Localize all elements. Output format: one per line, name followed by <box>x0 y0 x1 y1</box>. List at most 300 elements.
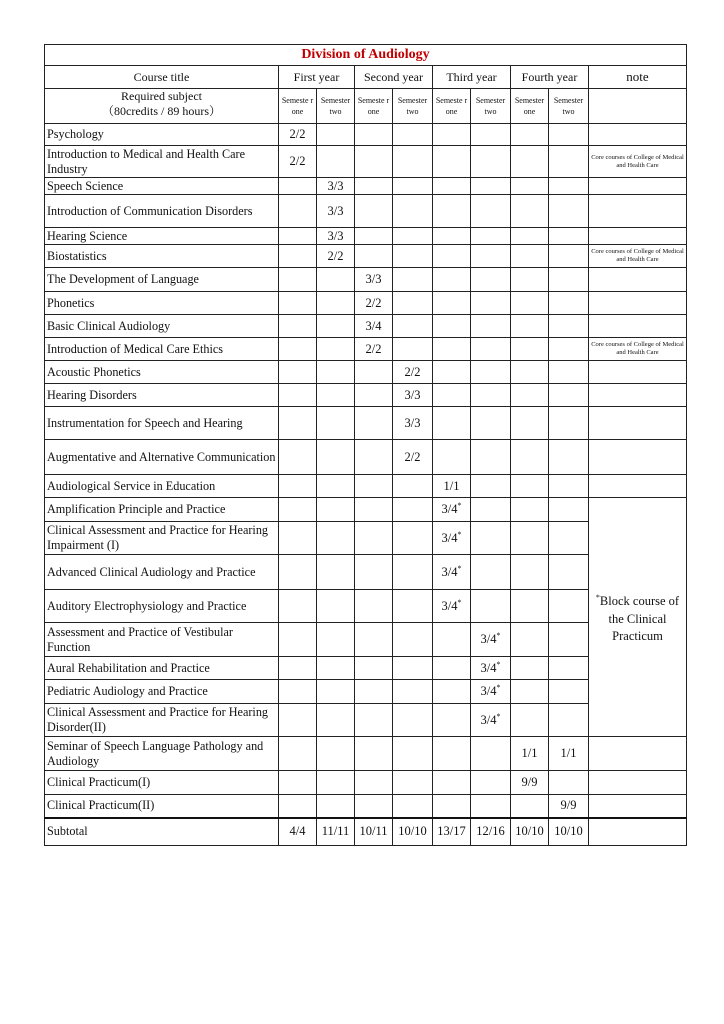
credit-hours-cell: 2/2 <box>393 440 433 475</box>
credit-hours-cell <box>355 178 393 195</box>
credit-hours-cell <box>393 124 433 146</box>
course-name: Introduction of Medical Care Ethics <box>45 338 279 361</box>
course-row <box>45 245 687 268</box>
block-course-mark: * <box>496 711 501 721</box>
required-subject-label: Required subject <box>121 89 202 103</box>
credit-hours-cell <box>279 440 317 475</box>
credit-hours-cell <box>355 657 393 680</box>
block-course-mark: * <box>457 563 462 573</box>
course-row <box>45 146 687 178</box>
credit-hours-cell <box>511 440 549 475</box>
block-course-mark: * <box>496 631 501 641</box>
subtotal-row <box>45 818 687 846</box>
credit-hours-cell: 2/2 <box>317 245 355 268</box>
course-name: Acoustic Phonetics <box>45 361 279 384</box>
course-row <box>45 407 687 440</box>
note-cell <box>589 228 687 245</box>
credit-hours-cell <box>317 623 355 657</box>
credit-hours-cell <box>279 268 317 292</box>
credit-hours-cell <box>393 657 433 680</box>
credit-hours-cell: 3/4* <box>471 680 511 704</box>
credit-hours-cell <box>393 268 433 292</box>
credit-hours-cell <box>279 704 317 737</box>
semester-header: Semester one <box>511 89 549 124</box>
credit-hours-cell <box>393 195 433 228</box>
credit-hours-cell <box>433 704 471 737</box>
credit-hours-cell <box>549 146 589 178</box>
credit-hours-cell <box>317 124 355 146</box>
credit-hours-cell <box>511 522 549 555</box>
credit-hours-cell <box>317 555 355 590</box>
credit-hours-cell <box>355 623 393 657</box>
credit-hours-cell <box>393 795 433 818</box>
title-row <box>45 45 687 66</box>
credit-hours-cell <box>549 124 589 146</box>
course-name: The Development of Language <box>45 268 279 292</box>
course-name: Clinical Assessment and Practice for Hearing Impairment (I) <box>45 522 279 555</box>
credit-hours-cell <box>279 475 317 498</box>
course-name: Audiological Service in Education <box>45 475 279 498</box>
course-name: Basic Clinical Audiology <box>45 315 279 338</box>
credit-hours-cell <box>511 475 549 498</box>
credit-hours-cell <box>511 195 549 228</box>
credit-hours-cell <box>511 657 549 680</box>
credit-hours-cell <box>393 178 433 195</box>
credit-hours-cell <box>549 178 589 195</box>
note-cell <box>589 737 687 771</box>
credit-hours-cell <box>511 338 549 361</box>
course-name: Instrumentation for Speech and Hearing <box>45 407 279 440</box>
core-course-note: Core courses of College of Medical and Health Care <box>589 245 687 268</box>
course-row <box>45 268 687 292</box>
course-title-header: Course title <box>45 66 279 89</box>
note-cell <box>589 440 687 475</box>
course-name: Hearing Science <box>45 228 279 245</box>
course-name: Hearing Disorders <box>45 384 279 407</box>
credit-hours-cell: 3/4* <box>471 704 511 737</box>
course-name: Seminar of Speech Language Pathology and Audiology <box>45 737 279 771</box>
credit-hours-cell <box>471 361 511 384</box>
credit-hours-cell <box>317 680 355 704</box>
semester-header: Semester two <box>471 89 511 124</box>
credit-hours-cell <box>511 384 549 407</box>
credit-hours-cell <box>549 228 589 245</box>
credit-hours-cell <box>279 338 317 361</box>
credit-hours-cell <box>549 555 589 590</box>
course-row <box>45 737 687 771</box>
course-row <box>45 475 687 498</box>
course-name: Speech Science <box>45 178 279 195</box>
subtotal-cell: 10/10 <box>549 818 589 846</box>
credit-hours-cell: 1/1 <box>511 737 549 771</box>
required-credits-label: （80credits / 89 hours） <box>102 104 221 118</box>
course-row <box>45 361 687 384</box>
semester-header: Semester two <box>393 89 433 124</box>
credit-hours-cell <box>317 268 355 292</box>
credit-hours-cell <box>471 195 511 228</box>
first-year-header: First year <box>279 66 355 89</box>
note-cell <box>589 771 687 795</box>
credit-hours-cell <box>393 522 433 555</box>
course-row <box>45 338 687 361</box>
credit-hours-cell <box>355 795 393 818</box>
credit-hours-cell <box>471 590 511 623</box>
credit-hours-cell <box>511 315 549 338</box>
credit-hours-cell <box>433 292 471 315</box>
credit-hours-cell <box>471 384 511 407</box>
credit-hours-cell <box>355 680 393 704</box>
course-name: Clinical Assessment and Practice for Hearing Disorder(II) <box>45 704 279 737</box>
credit-hours-cell <box>511 292 549 315</box>
credit-hours-cell <box>317 771 355 795</box>
credit-hours-cell <box>511 555 549 590</box>
course-row <box>45 178 687 195</box>
credit-hours-cell <box>549 771 589 795</box>
credit-hours-cell <box>471 440 511 475</box>
credit-hours-cell <box>471 522 511 555</box>
credit-hours-cell <box>433 338 471 361</box>
credit-hours-cell <box>317 384 355 407</box>
credit-hours-cell <box>549 195 589 228</box>
credit-hours-cell <box>317 704 355 737</box>
credit-hours-cell <box>279 522 317 555</box>
subtotal-cell: 13/17 <box>433 818 471 846</box>
credit-hours-cell <box>549 440 589 475</box>
block-course-mark: * <box>496 659 501 669</box>
credit-hours-cell <box>317 498 355 522</box>
credit-hours-cell <box>279 590 317 623</box>
credit-hours-cell: 2/2 <box>279 146 317 178</box>
credit-hours-cell <box>393 146 433 178</box>
credit-hours-cell <box>433 407 471 440</box>
credit-hours-cell <box>511 228 549 245</box>
credit-hours-cell <box>511 795 549 818</box>
credit-hours-cell <box>355 771 393 795</box>
credit-hours-cell: 3/4* <box>433 590 471 623</box>
credit-hours-cell: 3/3 <box>355 268 393 292</box>
credit-hours-cell <box>471 124 511 146</box>
credit-hours-cell <box>317 795 355 818</box>
credit-hours-cell <box>279 178 317 195</box>
credit-hours-cell <box>317 407 355 440</box>
note-cell <box>589 475 687 498</box>
credit-hours-cell <box>433 795 471 818</box>
credit-hours-cell <box>355 555 393 590</box>
credit-hours-cell <box>279 407 317 440</box>
credit-hours-cell <box>355 737 393 771</box>
credit-hours-cell <box>355 245 393 268</box>
third-year-header: Third year <box>433 66 511 89</box>
subtotal-cell: 10/10 <box>393 818 433 846</box>
course-name: Pediatric Audiology and Practice <box>45 680 279 704</box>
course-name: Augmentative and Alternative Communication <box>45 440 279 475</box>
semester-header: Semeste r one <box>279 89 317 124</box>
course-name: Auditory Electrophysiology and Practice <box>45 590 279 623</box>
semester-header: Semeste r one <box>355 89 393 124</box>
subtotal-cell: 10/11 <box>355 818 393 846</box>
note-cell <box>589 795 687 818</box>
credit-hours-cell <box>279 292 317 315</box>
credit-hours-cell <box>549 704 589 737</box>
credit-hours-cell <box>393 315 433 338</box>
second-year-header: Second year <box>355 66 433 89</box>
credit-hours-cell <box>317 522 355 555</box>
credit-hours-cell <box>433 245 471 268</box>
course-row <box>45 124 687 146</box>
credit-hours-cell <box>433 680 471 704</box>
credit-hours-cell <box>317 361 355 384</box>
block-course-mark: * <box>457 529 462 539</box>
credit-hours-cell <box>549 292 589 315</box>
credit-hours-cell <box>433 228 471 245</box>
course-name: Phonetics <box>45 292 279 315</box>
note-empty-header <box>589 89 687 124</box>
course-row <box>45 440 687 475</box>
note-cell <box>589 195 687 228</box>
credit-hours-cell: 2/2 <box>279 124 317 146</box>
course-name: Amplification Principle and Practice <box>45 498 279 522</box>
credit-hours-cell <box>355 407 393 440</box>
course-name: Psychology <box>45 124 279 146</box>
curriculum-sheet <box>44 44 686 846</box>
credit-hours-cell <box>393 704 433 737</box>
credit-hours-cell <box>317 475 355 498</box>
course-row <box>45 228 687 245</box>
credit-hours-cell <box>511 268 549 292</box>
credit-hours-cell <box>471 228 511 245</box>
credit-hours-cell <box>549 680 589 704</box>
credit-hours-cell <box>433 384 471 407</box>
credit-hours-cell <box>355 146 393 178</box>
credit-hours-cell <box>511 361 549 384</box>
course-name: Assessment and Practice of Vestibular Function <box>45 623 279 657</box>
note-cell <box>589 124 687 146</box>
note-header: note <box>589 66 687 89</box>
credit-hours-cell <box>549 361 589 384</box>
credit-hours-cell <box>471 555 511 590</box>
credit-hours-cell <box>471 407 511 440</box>
credit-hours-cell: 1/1 <box>433 475 471 498</box>
credit-hours-cell <box>511 178 549 195</box>
subtotal-cell: 11/11 <box>317 818 355 846</box>
credit-hours-cell <box>549 475 589 498</box>
credit-hours-cell <box>433 771 471 795</box>
credit-hours-cell: 2/2 <box>393 361 433 384</box>
credit-hours-cell <box>317 440 355 475</box>
semester-header: Semester two <box>549 89 589 124</box>
credit-hours-cell <box>279 771 317 795</box>
credit-hours-cell <box>433 315 471 338</box>
course-name: Clinical Practicum(I) <box>45 771 279 795</box>
credit-hours-cell <box>355 361 393 384</box>
credit-hours-cell <box>317 146 355 178</box>
credit-hours-cell <box>549 245 589 268</box>
credit-hours-cell: 3/4* <box>471 657 511 680</box>
credit-hours-cell <box>471 771 511 795</box>
credit-hours-cell <box>433 195 471 228</box>
course-name: Clinical Practicum(II) <box>45 795 279 818</box>
course-list <box>45 124 687 846</box>
credit-hours-cell <box>433 178 471 195</box>
credit-hours-cell: 3/3 <box>393 384 433 407</box>
credit-hours-cell <box>279 228 317 245</box>
credit-hours-cell <box>471 292 511 315</box>
note-cell <box>589 384 687 407</box>
credit-hours-cell <box>433 657 471 680</box>
credit-hours-cell <box>279 498 317 522</box>
credit-hours-cell: 3/3 <box>317 195 355 228</box>
credit-hours-cell <box>393 292 433 315</box>
fourth-year-header: Fourth year <box>511 66 589 89</box>
credit-hours-cell: 9/9 <box>549 795 589 818</box>
credit-hours-cell: 2/2 <box>355 292 393 315</box>
credit-hours-cell <box>279 795 317 818</box>
credit-hours-cell <box>549 522 589 555</box>
credit-hours-cell <box>511 704 549 737</box>
credit-hours-cell <box>393 245 433 268</box>
course-row <box>45 771 687 795</box>
credit-hours-cell <box>433 146 471 178</box>
credit-hours-cell <box>355 440 393 475</box>
credit-hours-cell <box>317 737 355 771</box>
credit-hours-cell <box>355 475 393 498</box>
credit-hours-cell <box>549 384 589 407</box>
credit-hours-cell <box>317 338 355 361</box>
credit-hours-cell <box>433 268 471 292</box>
course-row <box>45 195 687 228</box>
credit-hours-cell: 3/4* <box>433 522 471 555</box>
note-cell <box>589 315 687 338</box>
credit-hours-cell <box>279 555 317 590</box>
credit-hours-cell <box>355 522 393 555</box>
curriculum-table <box>44 44 687 846</box>
credit-hours-cell <box>317 292 355 315</box>
credit-hours-cell <box>355 704 393 737</box>
credit-hours-cell <box>549 590 589 623</box>
credit-hours-cell: 3/4* <box>471 623 511 657</box>
note-cell <box>589 407 687 440</box>
credit-hours-cell <box>393 475 433 498</box>
subtotal-cell: 12/16 <box>471 818 511 846</box>
credit-hours-cell <box>471 268 511 292</box>
credit-hours-cell <box>433 440 471 475</box>
credit-hours-cell: 3/4* <box>433 555 471 590</box>
credit-hours-cell <box>279 195 317 228</box>
credit-hours-cell <box>355 498 393 522</box>
credit-hours-cell <box>355 590 393 623</box>
credit-hours-cell <box>279 657 317 680</box>
credit-hours-cell <box>511 498 549 522</box>
credit-hours-cell <box>549 315 589 338</box>
subtotal-cell: 4/4 <box>279 818 317 846</box>
credit-hours-cell <box>471 245 511 268</box>
semester-header-row <box>45 89 687 124</box>
credit-hours-cell <box>471 178 511 195</box>
credit-hours-cell: 3/3 <box>317 228 355 245</box>
credit-hours-cell: 3/4* <box>433 498 471 522</box>
credit-hours-cell <box>471 338 511 361</box>
credit-hours-cell <box>511 623 549 657</box>
course-name: Biostatistics <box>45 245 279 268</box>
credit-hours-cell <box>317 590 355 623</box>
credit-hours-cell <box>279 245 317 268</box>
credit-hours-cell <box>511 146 549 178</box>
table-title: Division of Audiology <box>45 45 687 66</box>
credit-hours-cell <box>549 657 589 680</box>
credit-hours-cell <box>393 555 433 590</box>
credit-hours-cell <box>317 657 355 680</box>
course-name: Introduction of Communication Disorders <box>45 195 279 228</box>
credit-hours-cell <box>433 361 471 384</box>
credit-hours-cell <box>471 795 511 818</box>
subtotal-label: Subtotal <box>45 818 279 846</box>
course-row <box>45 384 687 407</box>
credit-hours-cell: 3/3 <box>393 407 433 440</box>
credit-hours-cell <box>471 315 511 338</box>
required-subject-cell <box>45 89 279 124</box>
credit-hours-cell <box>279 623 317 657</box>
credit-hours-cell <box>549 498 589 522</box>
subtotal-cell: 10/10 <box>511 818 549 846</box>
credit-hours-cell: 3/4 <box>355 315 393 338</box>
credit-hours-cell <box>511 124 549 146</box>
credit-hours-cell <box>279 361 317 384</box>
block-course-mark: * <box>457 501 462 511</box>
credit-hours-cell <box>511 245 549 268</box>
credit-hours-cell <box>317 315 355 338</box>
course-row <box>45 795 687 818</box>
note-cell <box>589 178 687 195</box>
credit-hours-cell <box>393 737 433 771</box>
credit-hours-cell <box>279 384 317 407</box>
credit-hours-cell <box>355 228 393 245</box>
credit-hours-cell <box>393 338 433 361</box>
core-course-note: Core courses of College of Medical and Health Care <box>589 338 687 361</box>
note-cell <box>589 361 687 384</box>
credit-hours-cell: 9/9 <box>511 771 549 795</box>
credit-hours-cell <box>393 623 433 657</box>
note-cell <box>589 268 687 292</box>
credit-hours-cell <box>511 407 549 440</box>
credit-hours-cell <box>511 590 549 623</box>
credit-hours-cell <box>433 623 471 657</box>
note-cell <box>589 292 687 315</box>
credit-hours-cell <box>393 771 433 795</box>
block-course-text: Block course of the Clinical Practicum <box>599 594 680 643</box>
credit-hours-cell <box>393 590 433 623</box>
credit-hours-cell <box>279 315 317 338</box>
credit-hours-cell <box>549 623 589 657</box>
course-row <box>45 292 687 315</box>
credit-hours-cell: 2/2 <box>355 338 393 361</box>
credit-hours-cell <box>549 268 589 292</box>
credit-hours-cell <box>549 338 589 361</box>
course-row <box>45 315 687 338</box>
semester-header: Semeste r one <box>433 89 471 124</box>
block-course-mark: * <box>457 597 462 607</box>
credit-hours-cell <box>393 498 433 522</box>
credit-hours-cell <box>355 195 393 228</box>
credit-hours-cell <box>471 146 511 178</box>
year-header-row <box>45 66 687 89</box>
block-course-mark: * <box>496 683 501 693</box>
credit-hours-cell: 3/3 <box>317 178 355 195</box>
credit-hours-cell: 1/1 <box>549 737 589 771</box>
course-name: Aural Rehabilitation and Practice <box>45 657 279 680</box>
credit-hours-cell <box>471 737 511 771</box>
credit-hours-cell <box>393 228 433 245</box>
block-course-mark: * <box>595 593 600 603</box>
